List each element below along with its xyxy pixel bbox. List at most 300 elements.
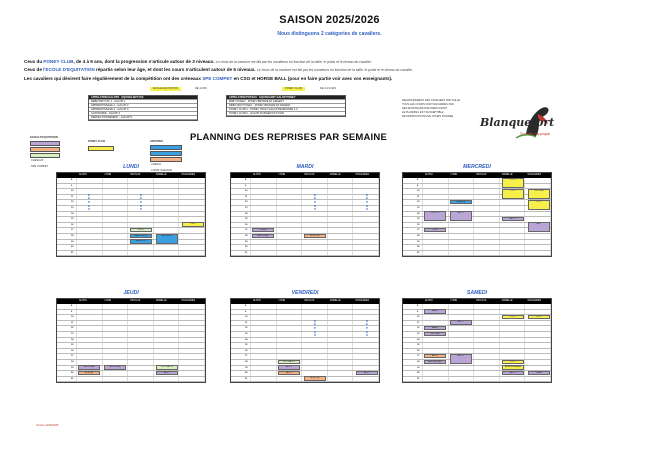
slot-cell[interactable]: [525, 360, 551, 365]
slot-cell[interactable]: [500, 245, 526, 250]
slot-cell[interactable]: [77, 360, 103, 365]
slot-cell[interactable]: [328, 321, 354, 326]
slot-cell[interactable]: [277, 178, 303, 183]
lesson-block[interactable]: VOLTIGE: [528, 189, 550, 199]
lesson-block[interactable]: CSO: [182, 222, 204, 226]
slot-cell[interactable]: [302, 212, 328, 217]
slot-cell[interactable]: [179, 206, 205, 211]
slot-cell[interactable]: [500, 304, 526, 309]
slot-cell[interactable]: [423, 366, 449, 371]
slot-cell[interactable]: [154, 304, 180, 309]
slot-cell[interactable]: [474, 326, 500, 331]
slot-cell[interactable]: [525, 377, 551, 382]
slot-cell[interactable]: [302, 184, 328, 189]
slot-cell[interactable]: [474, 245, 500, 250]
slot-cell[interactable]: [128, 223, 154, 228]
slot-cell[interactable]: [525, 234, 551, 239]
slot-cell[interactable]: [128, 304, 154, 309]
slot-cell[interactable]: [353, 310, 379, 315]
slot-cell[interactable]: [353, 240, 379, 245]
slot-cell[interactable]: [328, 310, 354, 315]
slot-cell[interactable]: [103, 178, 129, 183]
slot-cell[interactable]: [103, 234, 129, 239]
slot-cell[interactable]: [179, 240, 205, 245]
slot-cell[interactable]: [525, 212, 551, 217]
slot-cell[interactable]: [128, 349, 154, 354]
slot-cell[interactable]: [353, 223, 379, 228]
slot-cell[interactable]: [474, 349, 500, 354]
slot-cell[interactable]: [474, 228, 500, 233]
slot-cell[interactable]: [154, 200, 180, 205]
slot-cell[interactable]: [474, 178, 500, 183]
slot-cell[interactable]: [103, 310, 129, 315]
slot-cell[interactable]: [328, 304, 354, 309]
slot-cell[interactable]: [154, 223, 180, 228]
slot-cell[interactable]: [474, 223, 500, 228]
lesson-block[interactable]: PC 2: [528, 200, 550, 210]
slot-cell[interactable]: [328, 371, 354, 376]
slot-cell[interactable]: [302, 360, 328, 365]
slot-cell[interactable]: [154, 332, 180, 337]
slot-cell[interactable]: [423, 245, 449, 250]
slot-cell[interactable]: [474, 354, 500, 359]
slot-cell[interactable]: [449, 377, 475, 382]
slot-cell[interactable]: [328, 338, 354, 343]
slot-cell[interactable]: [328, 343, 354, 348]
lesson-block[interactable]: APP 2: [156, 371, 178, 375]
slot-cell[interactable]: [103, 326, 129, 331]
slot-cell[interactable]: [277, 212, 303, 217]
lesson-block[interactable]: HB LOISIR: [78, 365, 100, 369]
slot-cell[interactable]: [251, 212, 277, 217]
lesson-block[interactable]: APP 1: [450, 211, 472, 221]
lesson-block[interactable]: SPE HB: [78, 371, 100, 375]
slot-cell[interactable]: [449, 189, 475, 194]
slot-cell[interactable]: [77, 354, 103, 359]
lesson-block[interactable]: PC2 / APP1: [156, 365, 178, 369]
slot-cell[interactable]: [179, 178, 205, 183]
slot-cell[interactable]: [103, 184, 129, 189]
slot-cell[interactable]: [251, 354, 277, 359]
lesson-block[interactable]: APP: [528, 222, 550, 232]
slot-cell[interactable]: [525, 332, 551, 337]
slot-cell[interactable]: [449, 304, 475, 309]
slot-cell[interactable]: [423, 195, 449, 200]
slot-cell[interactable]: [128, 212, 154, 217]
slot-cell[interactable]: [302, 310, 328, 315]
slot-cell[interactable]: [277, 332, 303, 337]
slot-cell[interactable]: [353, 234, 379, 239]
slot-cell[interactable]: [525, 338, 551, 343]
slot-cell[interactable]: [423, 251, 449, 256]
slot-cell[interactable]: [277, 338, 303, 343]
slot-cell[interactable]: [179, 200, 205, 205]
slot-cell[interactable]: [525, 217, 551, 222]
slot-cell[interactable]: [423, 189, 449, 194]
slot-cell[interactable]: [525, 349, 551, 354]
slot-cell[interactable]: [154, 228, 180, 233]
slot-cell[interactable]: [328, 223, 354, 228]
slot-cell[interactable]: [179, 377, 205, 382]
slot-cell[interactable]: [302, 354, 328, 359]
lesson-block[interactable]: BABY: [424, 309, 446, 313]
slot-cell[interactable]: [525, 304, 551, 309]
slot-cell[interactable]: [525, 366, 551, 371]
slot-cell[interactable]: [449, 343, 475, 348]
slot-cell[interactable]: [423, 338, 449, 343]
slot-cell[interactable]: [103, 206, 129, 211]
slot-cell[interactable]: [103, 321, 129, 326]
slot-cell[interactable]: [474, 338, 500, 343]
slot-cell[interactable]: [474, 310, 500, 315]
slot-cell[interactable]: [179, 326, 205, 331]
slot-cell[interactable]: [423, 206, 449, 211]
slot-cell[interactable]: [77, 338, 103, 343]
slot-cell[interactable]: [179, 360, 205, 365]
slot-cell[interactable]: [449, 206, 475, 211]
slot-cell[interactable]: [251, 251, 277, 256]
slot-cell[interactable]: [302, 251, 328, 256]
slot-cell[interactable]: [277, 251, 303, 256]
slot-cell[interactable]: [103, 354, 129, 359]
slot-cell[interactable]: [328, 354, 354, 359]
slot-cell[interactable]: [353, 184, 379, 189]
slot-cell[interactable]: [500, 251, 526, 256]
slot-cell[interactable]: [128, 217, 154, 222]
slot-cell[interactable]: [103, 304, 129, 309]
slot-cell[interactable]: [449, 195, 475, 200]
slot-cell[interactable]: [128, 343, 154, 348]
slot-cell[interactable]: [103, 360, 129, 365]
slot-cell[interactable]: [449, 366, 475, 371]
slot-cell[interactable]: [474, 343, 500, 348]
slot-cell[interactable]: [500, 200, 526, 205]
slot-cell[interactable]: [500, 349, 526, 354]
slot-cell[interactable]: [77, 343, 103, 348]
slot-cell[interactable]: [179, 349, 205, 354]
slot-cell[interactable]: [474, 321, 500, 326]
slot-cell[interactable]: [449, 178, 475, 183]
slot-cell[interactable]: [77, 217, 103, 222]
slot-cell[interactable]: [474, 240, 500, 245]
slot-cell[interactable]: [353, 217, 379, 222]
slot-cell[interactable]: [353, 245, 379, 250]
slot-cell[interactable]: [77, 251, 103, 256]
slot-cell[interactable]: [154, 245, 180, 250]
slot-cell[interactable]: [103, 195, 129, 200]
slot-cell[interactable]: [128, 326, 154, 331]
lesson-block[interactable]: HB LOISIR: [252, 234, 274, 238]
slot-cell[interactable]: [474, 315, 500, 320]
slot-cell[interactable]: [179, 212, 205, 217]
slot-cell[interactable]: [179, 371, 205, 376]
lesson-block[interactable]: PONEY: [252, 228, 274, 232]
lesson-block[interactable]: LIBERTE: [450, 200, 472, 204]
slot-cell[interactable]: [474, 366, 500, 371]
lesson-block[interactable]: PC 2: [528, 315, 550, 319]
lesson-block[interactable]: BABY: [424, 326, 446, 330]
slot-cell[interactable]: [449, 240, 475, 245]
lesson-block[interactable]: PC 1: [502, 189, 524, 199]
slot-cell[interactable]: [251, 326, 277, 331]
slot-cell[interactable]: [128, 332, 154, 337]
slot-cell[interactable]: [500, 326, 526, 331]
slot-cell[interactable]: [353, 366, 379, 371]
lesson-block[interactable]: AUTO: [424, 354, 446, 358]
slot-cell[interactable]: [179, 366, 205, 371]
slot-cell[interactable]: [77, 321, 103, 326]
slot-cell[interactable]: [179, 195, 205, 200]
slot-cell[interactable]: [277, 326, 303, 331]
slot-cell[interactable]: [328, 366, 354, 371]
slot-cell[interactable]: [103, 212, 129, 217]
lesson-block[interactable]: HB LOISIR: [104, 365, 126, 369]
slot-cell[interactable]: [474, 206, 500, 211]
slot-cell[interactable]: [474, 200, 500, 205]
slot-cell[interactable]: [251, 338, 277, 343]
slot-cell[interactable]: [128, 371, 154, 376]
slot-cell[interactable]: [302, 228, 328, 233]
slot-cell[interactable]: [103, 245, 129, 250]
slot-cell[interactable]: [154, 326, 180, 331]
slot-cell[interactable]: [179, 310, 205, 315]
slot-cell[interactable]: [251, 366, 277, 371]
slot-cell[interactable]: [277, 310, 303, 315]
slot-cell[interactable]: [154, 178, 180, 183]
lesson-block[interactable]: APP 1: [502, 371, 524, 375]
slot-cell[interactable]: [277, 200, 303, 205]
lesson-block[interactable]: APP 2: [450, 354, 472, 364]
slot-cell[interactable]: [423, 377, 449, 382]
slot-cell[interactable]: [277, 240, 303, 245]
slot-cell[interactable]: [328, 206, 354, 211]
slot-cell[interactable]: [179, 189, 205, 194]
lesson-block[interactable]: AUTONOMIE: [424, 360, 446, 364]
slot-cell[interactable]: [77, 184, 103, 189]
slot-cell[interactable]: [179, 228, 205, 233]
slot-cell[interactable]: [328, 245, 354, 250]
slot-cell[interactable]: [251, 343, 277, 348]
slot-cell[interactable]: [500, 228, 526, 233]
slot-cell[interactable]: [449, 338, 475, 343]
slot-cell[interactable]: [77, 326, 103, 331]
lesson-block[interactable]: GALOPS 2-3: [130, 234, 152, 238]
slot-cell[interactable]: [103, 338, 129, 343]
slot-cell[interactable]: [328, 349, 354, 354]
lesson-block[interactable]: ANNIVERSAIRE: [502, 365, 524, 369]
slot-cell[interactable]: [251, 184, 277, 189]
slot-cell[interactable]: [179, 217, 205, 222]
slot-cell[interactable]: [277, 223, 303, 228]
lesson-block[interactable]: APP 1: [278, 365, 300, 369]
slot-cell[interactable]: [128, 245, 154, 250]
slot-cell[interactable]: [251, 360, 277, 365]
slot-cell[interactable]: [423, 240, 449, 245]
slot-cell[interactable]: [179, 321, 205, 326]
slot-cell[interactable]: [353, 377, 379, 382]
slot-cell[interactable]: [525, 184, 551, 189]
slot-cell[interactable]: [277, 217, 303, 222]
slot-cell[interactable]: [154, 212, 180, 217]
slot-cell[interactable]: [103, 189, 129, 194]
slot-cell[interactable]: [251, 321, 277, 326]
slot-cell[interactable]: [525, 178, 551, 183]
slot-cell[interactable]: [277, 245, 303, 250]
slot-cell[interactable]: [423, 304, 449, 309]
slot-cell[interactable]: [277, 184, 303, 189]
slot-cell[interactable]: [474, 332, 500, 337]
slot-cell[interactable]: [179, 184, 205, 189]
slot-cell[interactable]: [77, 240, 103, 245]
slot-cell[interactable]: [474, 212, 500, 217]
slot-cell[interactable]: [251, 304, 277, 309]
slot-cell[interactable]: [251, 310, 277, 315]
lesson-block[interactable]: APP 1: [450, 320, 472, 324]
slot-cell[interactable]: [328, 178, 354, 183]
slot-cell[interactable]: [500, 310, 526, 315]
slot-cell[interactable]: [328, 251, 354, 256]
slot-cell[interactable]: [328, 184, 354, 189]
slot-cell[interactable]: [302, 223, 328, 228]
slot-cell[interactable]: [251, 217, 277, 222]
slot-cell[interactable]: [474, 251, 500, 256]
slot-cell[interactable]: [179, 354, 205, 359]
slot-cell[interactable]: [277, 228, 303, 233]
lesson-block[interactable]: CSO: [424, 228, 446, 232]
slot-cell[interactable]: [128, 377, 154, 382]
slot-cell[interactable]: [77, 332, 103, 337]
lesson-block[interactable]: GROUPE 1: [156, 234, 178, 244]
slot-cell[interactable]: [179, 251, 205, 256]
slot-cell[interactable]: [103, 251, 129, 256]
slot-cell[interactable]: [154, 310, 180, 315]
slot-cell[interactable]: [302, 343, 328, 348]
lesson-block[interactable]: PC 1: [502, 360, 524, 364]
slot-cell[interactable]: [251, 377, 277, 382]
slot-cell[interactable]: [302, 245, 328, 250]
slot-cell[interactable]: [449, 234, 475, 239]
slot-cell[interactable]: [251, 189, 277, 194]
slot-cell[interactable]: [353, 349, 379, 354]
slot-cell[interactable]: [128, 321, 154, 326]
slot-cell[interactable]: [128, 184, 154, 189]
lesson-block[interactable]: GALOPS 5: [130, 239, 152, 243]
slot-cell[interactable]: [77, 228, 103, 233]
lesson-block[interactable]: AUTO: [278, 371, 300, 375]
slot-cell[interactable]: [525, 251, 551, 256]
slot-cell[interactable]: [500, 212, 526, 217]
lesson-block[interactable]: PC 2: [502, 178, 524, 188]
slot-cell[interactable]: [353, 304, 379, 309]
slot-cell[interactable]: [77, 178, 103, 183]
slot-cell[interactable]: [423, 349, 449, 354]
slot-cell[interactable]: [525, 310, 551, 315]
slot-cell[interactable]: [128, 310, 154, 315]
slot-cell[interactable]: [474, 189, 500, 194]
slot-cell[interactable]: [474, 217, 500, 222]
lesson-block[interactable]: PERF: [528, 371, 550, 375]
slot-cell[interactable]: [474, 234, 500, 239]
slot-cell[interactable]: [449, 184, 475, 189]
slot-cell[interactable]: [154, 321, 180, 326]
slot-cell[interactable]: [251, 245, 277, 250]
slot-cell[interactable]: [353, 178, 379, 183]
lesson-block[interactable]: CSO CP: [424, 211, 446, 221]
slot-cell[interactable]: [474, 195, 500, 200]
slot-cell[interactable]: [353, 354, 379, 359]
slot-cell[interactable]: [251, 206, 277, 211]
slot-cell[interactable]: [277, 354, 303, 359]
slot-cell[interactable]: [77, 310, 103, 315]
slot-cell[interactable]: [77, 212, 103, 217]
slot-cell[interactable]: [179, 338, 205, 343]
slot-cell[interactable]: [353, 228, 379, 233]
slot-cell[interactable]: [423, 343, 449, 348]
slot-cell[interactable]: [103, 217, 129, 222]
slot-cell[interactable]: [474, 360, 500, 365]
slot-cell[interactable]: [251, 223, 277, 228]
slot-cell[interactable]: [449, 251, 475, 256]
slot-cell[interactable]: [423, 321, 449, 326]
slot-cell[interactable]: [302, 217, 328, 222]
lesson-block[interactable]: VOLTIGE: [424, 332, 446, 336]
slot-cell[interactable]: [154, 251, 180, 256]
slot-cell[interactable]: [251, 195, 277, 200]
lesson-block[interactable]: PC 1: [502, 315, 524, 319]
lesson-block[interactable]: PC2 / APP1: [278, 360, 300, 364]
slot-cell[interactable]: [423, 184, 449, 189]
slot-cell[interactable]: [103, 343, 129, 348]
slot-cell[interactable]: [277, 189, 303, 194]
slot-cell[interactable]: [328, 377, 354, 382]
slot-cell[interactable]: [500, 377, 526, 382]
slot-cell[interactable]: [128, 366, 154, 371]
slot-cell[interactable]: [525, 245, 551, 250]
slot-cell[interactable]: [328, 240, 354, 245]
slot-cell[interactable]: [251, 332, 277, 337]
slot-cell[interactable]: [154, 184, 180, 189]
slot-cell[interactable]: [302, 304, 328, 309]
slot-cell[interactable]: [500, 343, 526, 348]
slot-cell[interactable]: [103, 349, 129, 354]
slot-cell[interactable]: [353, 360, 379, 365]
slot-cell[interactable]: [449, 326, 475, 331]
slot-cell[interactable]: [154, 217, 180, 222]
slot-cell[interactable]: [328, 360, 354, 365]
lesson-block[interactable]: APP 2: [502, 217, 524, 221]
slot-cell[interactable]: [328, 217, 354, 222]
slot-cell[interactable]: [128, 338, 154, 343]
slot-cell[interactable]: [277, 315, 303, 320]
lesson-block[interactable]: SPE CSO: [304, 234, 326, 238]
slot-cell[interactable]: [525, 354, 551, 359]
slot-cell[interactable]: [154, 360, 180, 365]
slot-cell[interactable]: [328, 228, 354, 233]
slot-cell[interactable]: [277, 349, 303, 354]
slot-cell[interactable]: [423, 315, 449, 320]
slot-cell[interactable]: [277, 321, 303, 326]
slot-cell[interactable]: [251, 240, 277, 245]
slot-cell[interactable]: [277, 304, 303, 309]
slot-cell[interactable]: [154, 315, 180, 320]
slot-cell[interactable]: [277, 206, 303, 211]
slot-cell[interactable]: [525, 240, 551, 245]
slot-cell[interactable]: [449, 332, 475, 337]
slot-cell[interactable]: [77, 304, 103, 309]
slot-cell[interactable]: [302, 349, 328, 354]
slot-cell[interactable]: [179, 315, 205, 320]
slot-cell[interactable]: [449, 371, 475, 376]
